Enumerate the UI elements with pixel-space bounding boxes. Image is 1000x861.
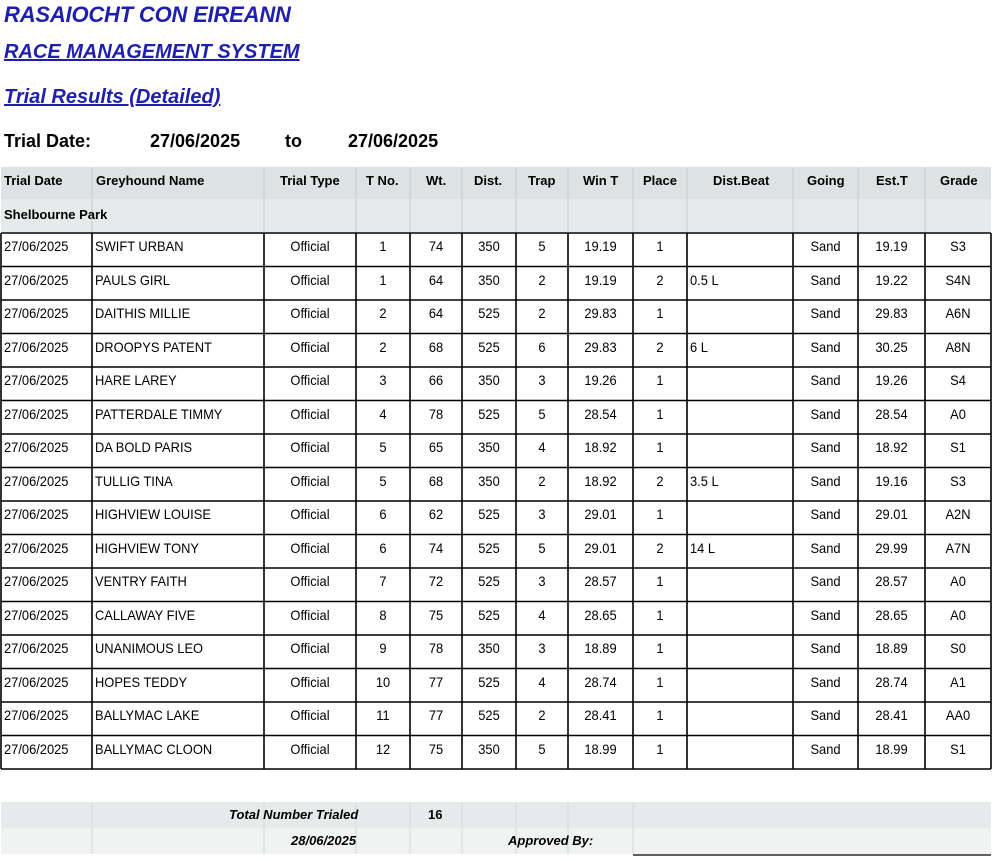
cell-win-time: 29.01 — [584, 539, 617, 556]
cell-distance: 525 — [478, 305, 500, 321]
cell-going: Sand — [810, 305, 841, 321]
cell-estimated-time: 19.19 — [875, 238, 908, 254]
cell-going: Sand — [810, 271, 841, 288]
cell-going: Sand — [810, 539, 841, 556]
cell-distance: 350 — [478, 740, 500, 757]
cell-win-time: 29.83 — [584, 338, 617, 355]
table-row — [0, 635, 1000, 669]
cell-grade: S3 — [950, 238, 966, 254]
header-weight: Wt. — [426, 173, 447, 188]
cell-going: Sand — [810, 740, 841, 757]
cell-grade: S0 — [950, 640, 966, 656]
cell-place: 2 — [656, 472, 664, 489]
cell-grade: A6N — [945, 305, 971, 321]
cell-trap: 2 — [538, 271, 546, 288]
cell-distance: 525 — [478, 506, 500, 522]
cell-trap-number: 11 — [376, 707, 390, 723]
table-row — [0, 334, 1000, 368]
table-row — [0, 702, 1000, 736]
table-row — [0, 568, 1000, 602]
cell-win-time: 19.19 — [584, 238, 617, 254]
cell-distance: 350 — [478, 238, 500, 254]
cell-greyhound-name: CALLAWAY FIVE — [95, 606, 196, 623]
cell-grade: S3 — [950, 472, 966, 489]
date-from: 27/06/2025 — [150, 131, 241, 151]
cell-estimated-time: 29.83 — [875, 305, 908, 321]
cell-trial-type: Official — [290, 506, 330, 522]
cell-trial-type: Official — [290, 338, 330, 355]
header-going: Going — [807, 173, 845, 188]
cell-estimated-time: 28.41 — [875, 707, 908, 723]
cell-trial-type: Official — [290, 405, 330, 422]
cell-place: 1 — [656, 305, 664, 321]
date-label: Trial Date: — [4, 131, 92, 151]
cell-trap: 2 — [538, 305, 546, 321]
cell-weight: 68 — [428, 338, 444, 355]
cell-distance: 350 — [478, 372, 500, 388]
cell-weight: 66 — [428, 372, 444, 388]
cell-trap: 6 — [538, 338, 546, 355]
cell-going: Sand — [810, 606, 841, 623]
cell-estimated-time: 30.25 — [875, 338, 908, 355]
cell-trap: 2 — [538, 707, 546, 723]
cell-estimated-time: 29.01 — [875, 506, 908, 522]
cell-weight: 74 — [428, 238, 444, 254]
cell-place: 1 — [656, 640, 664, 656]
cell-weight: 68 — [428, 472, 444, 489]
cell-greyhound-name: DROOPYS PATENT — [95, 338, 212, 355]
cell-grade: A0 — [950, 573, 966, 589]
cell-trap: 3 — [538, 573, 546, 589]
cell-place: 1 — [656, 606, 664, 623]
cell-grade: S4N — [945, 271, 971, 288]
venue-name: Shelbourne Park — [4, 207, 108, 222]
cell-trial-date: 27/06/2025 — [4, 573, 69, 589]
cell-weight: 77 — [428, 707, 444, 723]
cell-trap: 5 — [538, 405, 546, 422]
cell-trap-number: 7 — [379, 573, 387, 589]
table-row — [0, 367, 1000, 401]
cell-greyhound-name: UNANIMOUS LEO — [95, 640, 204, 656]
cell-trial-type: Official — [290, 238, 330, 254]
cell-weight: 74 — [428, 539, 444, 556]
cell-place: 2 — [656, 539, 664, 556]
cell-estimated-time: 28.65 — [875, 606, 908, 623]
header-trap-number: T No. — [366, 173, 399, 188]
cell-grade: A8N — [945, 338, 971, 355]
date-to: 27/06/2025 — [348, 131, 439, 151]
cell-weight: 64 — [428, 305, 444, 321]
cell-trial-date: 27/06/2025 — [4, 606, 69, 623]
header-distance: Dist. — [474, 173, 503, 188]
cell-distance: 525 — [478, 338, 500, 355]
cell-win-time: 29.83 — [584, 305, 617, 321]
cell-grade: S4 — [950, 372, 966, 388]
cell-trial-date: 27/06/2025 — [4, 271, 69, 288]
cell-greyhound-name: HOPES TEDDY — [95, 673, 188, 690]
cell-win-time: 28.65 — [584, 606, 617, 623]
cell-going: Sand — [810, 439, 841, 455]
cell-trap-number: 5 — [379, 439, 387, 455]
cell-greyhound-name: PATTERDALE TIMMY — [95, 405, 223, 422]
cell-distance-beaten: 0.5 L — [690, 271, 719, 288]
cell-trap: 5 — [538, 539, 546, 556]
cell-win-time: 28.41 — [584, 707, 617, 723]
cell-place: 2 — [656, 271, 664, 288]
cell-place: 1 — [656, 506, 664, 522]
header-trap: Trap — [528, 173, 556, 188]
table-row — [0, 669, 1000, 703]
cell-going: Sand — [810, 673, 841, 690]
cell-trial-type: Official — [290, 707, 330, 723]
total-label: Total Number Trialed — [229, 807, 359, 822]
cell-trial-date: 27/06/2025 — [4, 338, 69, 355]
cell-trap-number: 1 — [379, 238, 387, 254]
cell-trial-type: Official — [290, 472, 330, 489]
cell-estimated-time: 28.74 — [875, 673, 908, 690]
table-row — [0, 233, 1000, 267]
cell-trial-date: 27/06/2025 — [4, 673, 69, 690]
cell-win-time: 28.54 — [584, 405, 617, 422]
cell-distance: 525 — [478, 573, 500, 589]
cell-trap-number: 12 — [375, 740, 391, 757]
cell-estimated-time: 19.26 — [875, 372, 908, 388]
cell-weight: 77 — [428, 673, 444, 690]
cell-going: Sand — [810, 573, 841, 589]
cell-distance: 525 — [478, 405, 500, 422]
cell-trap-number: 6 — [379, 506, 387, 522]
cell-trial-type: Official — [290, 439, 330, 455]
cell-trap-number: 1 — [379, 271, 387, 288]
cell-going: Sand — [810, 506, 841, 522]
report-title: Trial Results (Detailed) — [4, 86, 221, 108]
cell-estimated-time: 18.92 — [875, 439, 908, 455]
table-row — [0, 468, 1000, 502]
cell-distance: 350 — [478, 439, 500, 455]
cell-place: 1 — [656, 405, 664, 422]
cell-trial-date: 27/06/2025 — [4, 640, 69, 656]
cell-trap-number: 10 — [375, 673, 391, 690]
cell-place: 1 — [656, 707, 664, 723]
table-row — [0, 434, 1000, 468]
cell-estimated-time: 18.89 — [875, 640, 908, 656]
cell-trap: 4 — [538, 673, 546, 690]
cell-trial-date: 27/06/2025 — [4, 506, 69, 522]
table-row — [0, 501, 1000, 535]
cell-weight: 65 — [428, 439, 444, 455]
cell-estimated-time: 18.99 — [875, 740, 908, 757]
cell-estimated-time: 19.16 — [875, 472, 908, 489]
cell-going: Sand — [810, 472, 841, 489]
cell-estimated-time: 28.57 — [875, 573, 908, 589]
cell-win-time: 28.74 — [584, 673, 617, 690]
total-value: 16 — [428, 807, 443, 822]
cell-distance-beaten: 6 L — [690, 338, 708, 355]
header-trial-type: Trial Type — [280, 173, 340, 188]
cell-greyhound-name: BALLYMAC LAKE — [95, 707, 200, 723]
cell-weight: 62 — [428, 506, 444, 522]
cell-going: Sand — [810, 707, 841, 723]
cell-trial-date: 27/06/2025 — [4, 372, 69, 388]
cell-trial-type: Official — [290, 573, 330, 589]
cell-trial-type: Official — [290, 305, 330, 321]
cell-distance: 350 — [478, 271, 500, 288]
cell-grade: A0 — [950, 405, 966, 422]
cell-weight: 72 — [428, 573, 444, 589]
header-place: Place — [643, 173, 677, 188]
cell-trial-date: 27/06/2025 — [4, 539, 69, 556]
cell-place: 1 — [656, 573, 664, 589]
cell-win-time: 28.57 — [584, 573, 617, 589]
cell-greyhound-name: HARE LAREY — [95, 372, 177, 388]
cell-distance-beaten: 14 L — [690, 539, 716, 556]
table-row — [0, 535, 1000, 569]
cell-weight: 64 — [428, 271, 444, 288]
cell-greyhound-name: DA BOLD PARIS — [95, 439, 193, 455]
cell-grade: AA0 — [945, 707, 971, 723]
cell-grade: S1 — [950, 740, 966, 757]
org-title: RASAIOCHT CON EIREANN — [4, 2, 291, 27]
cell-place: 1 — [656, 673, 664, 690]
cell-place: 1 — [656, 238, 664, 254]
cell-win-time: 18.89 — [584, 640, 617, 656]
header-distance-beaten: Dist.Beat — [713, 173, 770, 188]
cell-going: Sand — [810, 338, 841, 355]
cell-trial-type: Official — [290, 673, 330, 690]
cell-trap: 5 — [538, 740, 546, 757]
system-title: RACE MANAGEMENT SYSTEM — [4, 41, 300, 63]
cell-grade: A2N — [945, 506, 971, 522]
cell-trial-type: Official — [290, 372, 330, 388]
date-separator: to — [285, 131, 302, 151]
cell-win-time: 19.26 — [584, 372, 617, 388]
cell-trial-date: 27/06/2025 — [4, 740, 69, 757]
cell-trial-type: Official — [290, 640, 330, 656]
cell-trial-type: Official — [290, 606, 330, 623]
cell-trial-type: Official — [290, 271, 330, 288]
header-win-time: Win T — [583, 173, 619, 188]
cell-greyhound-name: SWIFT URBAN — [95, 238, 184, 254]
table-row — [0, 300, 1000, 334]
cell-win-time: 18.99 — [584, 740, 617, 757]
cell-trap-number: 9 — [379, 640, 387, 656]
cell-distance: 525 — [478, 606, 500, 623]
cell-trial-date: 27/06/2025 — [4, 707, 69, 723]
cell-win-time: 18.92 — [584, 439, 617, 455]
cell-grade: A7N — [945, 539, 971, 556]
cell-trap: 4 — [538, 439, 546, 455]
cell-weight: 78 — [428, 640, 444, 656]
cell-trial-date: 27/06/2025 — [4, 472, 69, 489]
header-trial-date: Trial Date — [4, 173, 63, 188]
cell-grade: A1 — [950, 673, 966, 690]
cell-greyhound-name: BALLYMAC CLOON — [95, 740, 213, 757]
header-greyhound-name: Greyhound Name — [96, 173, 205, 188]
cell-trap-number: 4 — [379, 405, 387, 422]
cell-win-time: 18.92 — [584, 472, 617, 489]
table-row — [0, 736, 1000, 770]
cell-trial-date: 27/06/2025 — [4, 405, 69, 422]
cell-weight: 75 — [428, 740, 444, 757]
table-row — [0, 401, 1000, 435]
cell-greyhound-name: VENTRY FAITH — [95, 573, 187, 589]
cell-estimated-time: 19.22 — [875, 271, 908, 288]
cell-distance: 525 — [478, 539, 500, 556]
cell-trial-type: Official — [290, 539, 330, 556]
cell-distance: 525 — [478, 673, 500, 690]
cell-place: 2 — [656, 338, 664, 355]
cell-trap: 4 — [538, 606, 546, 623]
cell-trap: 5 — [538, 238, 546, 254]
cell-trap-number: 8 — [379, 606, 387, 623]
header-grade: Grade — [940, 173, 978, 188]
cell-trap-number: 2 — [379, 338, 387, 355]
cell-grade: S1 — [950, 439, 966, 455]
approved-by-label: Approved By: — [508, 833, 594, 848]
print-date: 28/06/2025 — [291, 833, 357, 848]
cell-trial-date: 27/06/2025 — [4, 305, 69, 321]
cell-distance-beaten: 3.5 L — [690, 472, 719, 489]
cell-greyhound-name: HIGHVIEW TONY — [95, 539, 200, 556]
cell-going: Sand — [810, 640, 841, 656]
cell-estimated-time: 29.99 — [875, 539, 908, 556]
cell-estimated-time: 28.54 — [875, 405, 908, 422]
cell-distance: 525 — [478, 707, 500, 723]
cell-trial-date: 27/06/2025 — [4, 238, 69, 254]
cell-distance: 350 — [478, 472, 500, 489]
cell-grade: A0 — [950, 606, 966, 623]
cell-going: Sand — [810, 238, 841, 254]
cell-weight: 75 — [428, 606, 444, 623]
cell-place: 1 — [656, 740, 664, 757]
cell-place: 1 — [656, 372, 664, 388]
cell-trap: 3 — [538, 640, 546, 656]
cell-trap: 2 — [538, 472, 546, 489]
cell-trap: 3 — [538, 372, 546, 388]
cell-going: Sand — [810, 405, 841, 422]
cell-trap-number: 2 — [379, 305, 387, 321]
table-row — [0, 267, 1000, 301]
header-estimated-time: Est.T — [876, 173, 908, 188]
cell-trap: 3 — [538, 506, 546, 522]
table-row — [0, 602, 1000, 636]
cell-weight: 78 — [428, 405, 444, 422]
cell-trap-number: 5 — [379, 472, 387, 489]
cell-trap-number: 3 — [379, 372, 387, 388]
cell-win-time: 19.19 — [584, 271, 617, 288]
cell-greyhound-name: TULLIG TINA — [95, 472, 173, 489]
cell-trap-number: 6 — [379, 539, 387, 556]
cell-going: Sand — [810, 372, 841, 388]
cell-greyhound-name: HIGHVIEW LOUISE — [95, 506, 211, 522]
cell-greyhound-name: PAULS GIRL — [95, 271, 170, 288]
cell-trial-date: 27/06/2025 — [4, 439, 69, 455]
cell-win-time: 29.01 — [584, 506, 617, 522]
cell-distance: 350 — [478, 640, 500, 656]
cell-greyhound-name: DAITHIS MILLIE — [95, 305, 191, 321]
cell-trial-type: Official — [290, 740, 330, 757]
cell-place: 1 — [656, 439, 664, 455]
